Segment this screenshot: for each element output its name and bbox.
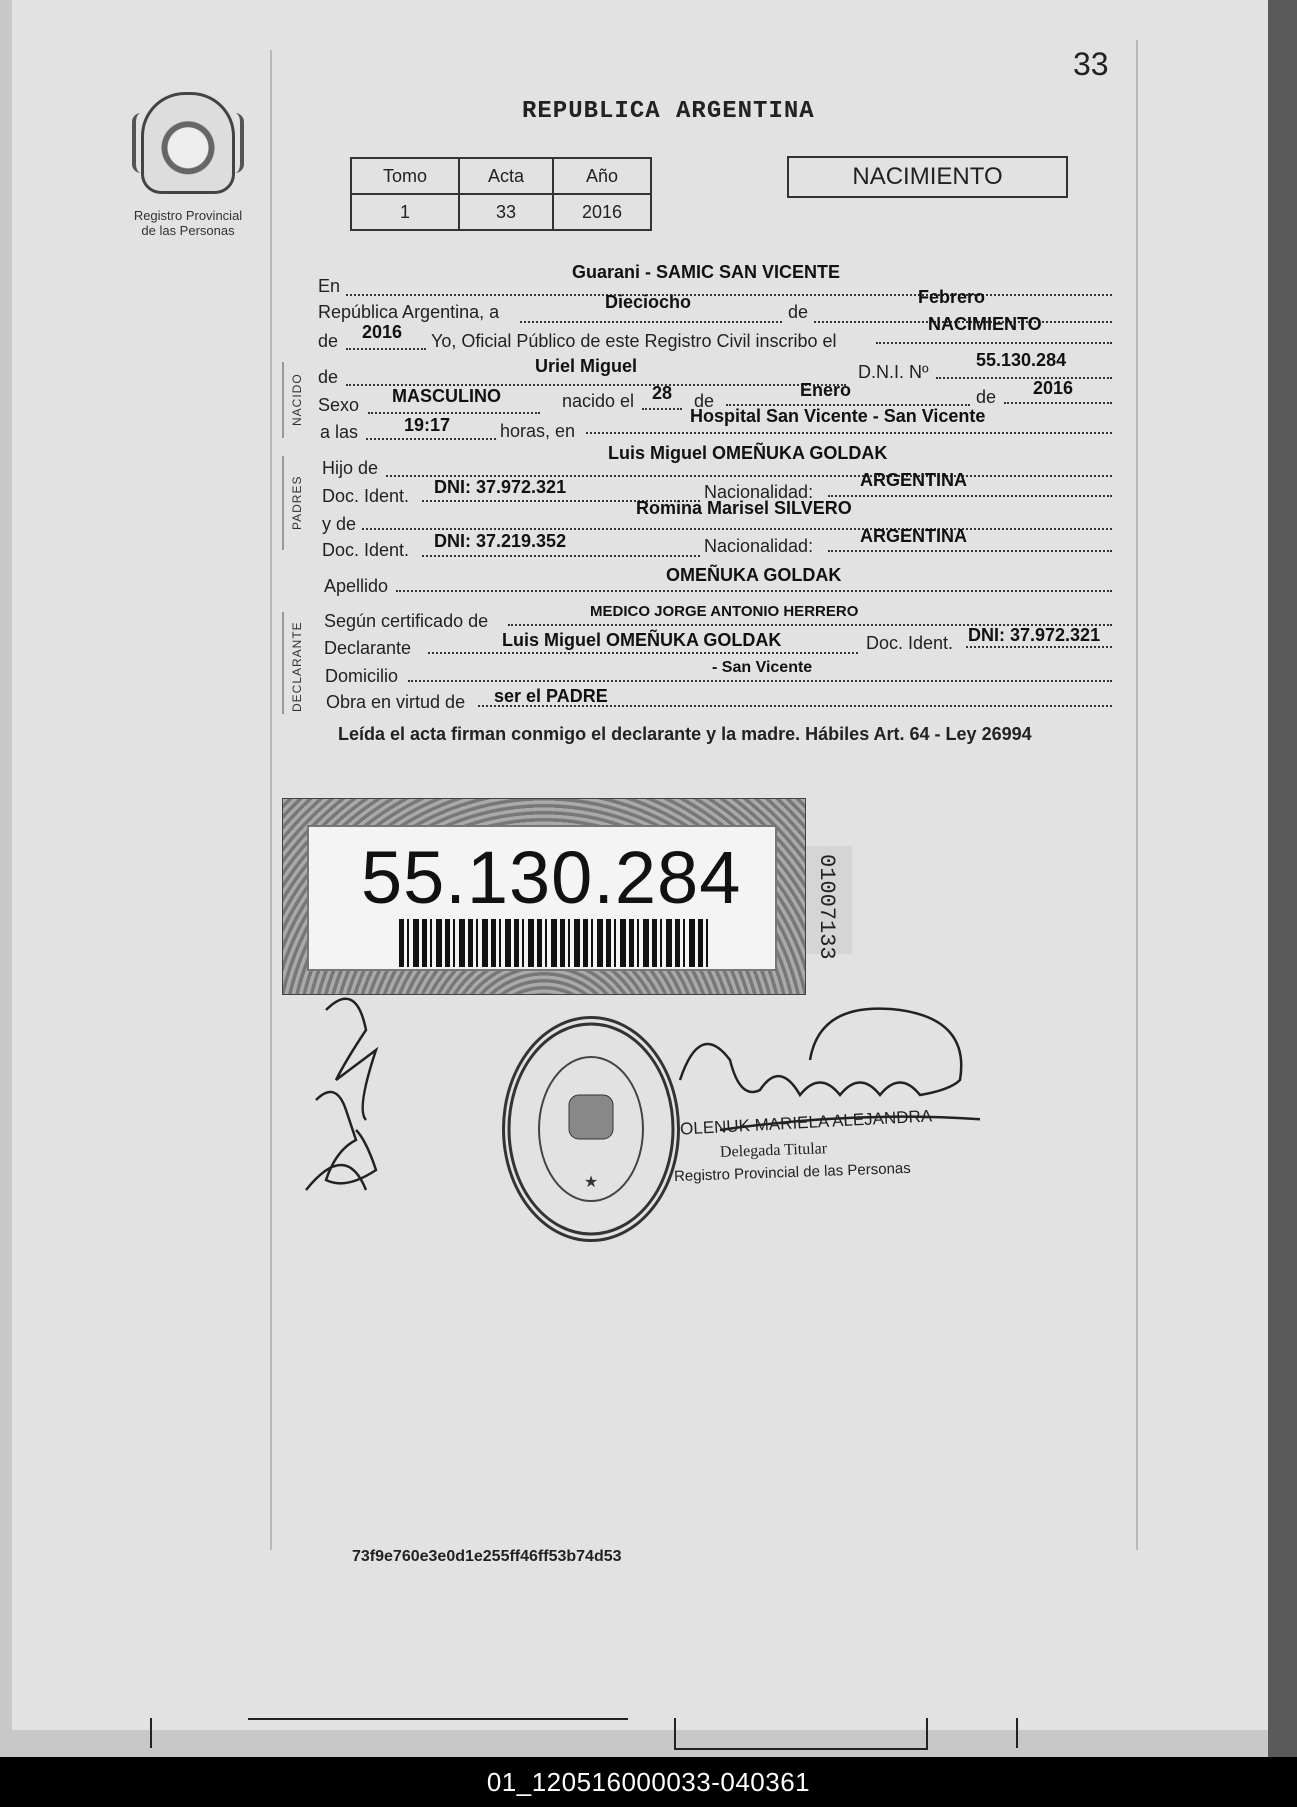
field-padre-nac: ARGENTINA xyxy=(860,470,967,490)
field-declarante-doc: DNI: 37.972.321 xyxy=(968,625,1101,645)
dni-sticker xyxy=(282,798,806,995)
field-madre-nac: ARGENTINA xyxy=(860,526,967,546)
field-declarante: Luis Miguel OMEÑUKA GOLDAK xyxy=(502,630,782,650)
sticker-side-code xyxy=(806,846,852,960)
dotted-line xyxy=(422,555,700,557)
field-dia-nac: 28 xyxy=(652,383,673,403)
dotted-line xyxy=(368,412,540,414)
side-label-padres: PADRES xyxy=(290,475,304,530)
field-padre-doc: DNI: 37.972.321 xyxy=(434,477,567,497)
svg-text:★: ★ xyxy=(583,1174,599,1191)
logo-caption-line2: de las Personas xyxy=(141,223,235,238)
field-hora: 19:17 xyxy=(404,415,451,435)
page-edge xyxy=(1268,0,1297,1757)
label-de-nombre: de xyxy=(318,367,339,387)
field-madre-doc: DNI: 37.219.352 xyxy=(434,531,567,551)
dotted-line xyxy=(396,590,1112,592)
label-sexo: Sexo xyxy=(318,395,360,415)
right-margin-line xyxy=(1136,40,1138,1550)
field-lugar-nac: Hospital San Vicente - San Vicente xyxy=(690,406,986,426)
label-de-mes: de xyxy=(788,302,809,322)
field-mes: Febrero xyxy=(918,287,986,307)
registry-table xyxy=(350,157,652,231)
field-dia: Dieciocho xyxy=(605,292,692,312)
official-org: Registro Provincial de las Personas xyxy=(673,1159,912,1186)
field-mes-nac: Enero xyxy=(800,380,852,400)
field-certificado: MEDICO JORGE ANTONIO HERRERO xyxy=(590,603,859,620)
dotted-line xyxy=(362,528,1112,530)
provincial-logo xyxy=(128,92,248,238)
field-sexo: MASCULINO xyxy=(392,386,501,406)
padres-bracket xyxy=(282,456,284,550)
logo-caption-line1: Registro Provincial xyxy=(133,208,243,223)
label-doc-ident: Doc. Ident. xyxy=(322,486,410,506)
official-role: Delegada Titular xyxy=(719,1140,828,1161)
field-lugar: Guarani - SAMIC SAN VICENTE xyxy=(572,262,841,282)
label-de-year: de xyxy=(318,331,339,351)
acta-value: 33 xyxy=(459,194,553,230)
logo-caption xyxy=(128,208,248,238)
dotted-line xyxy=(966,646,1112,648)
dotted-line xyxy=(936,377,1112,379)
anio-value: 2016 xyxy=(553,194,651,230)
side-label-declarante: DECLARANTE xyxy=(290,621,304,712)
sticker-label xyxy=(307,825,777,971)
label-obra: Obra en virtud de xyxy=(326,692,466,712)
official-name: OLENUK MARIELA ALEJANDRA xyxy=(679,1106,933,1139)
dotted-line xyxy=(520,321,782,323)
side-code-text: 01007133 xyxy=(814,854,839,960)
side-label-nacido: NACIDO xyxy=(290,373,304,426)
field-madre: Romina Marisel SILVERO xyxy=(636,498,852,518)
label-y-de: y de xyxy=(322,514,357,534)
record-type: NACIMIENTO xyxy=(787,156,1068,198)
declarante-bracket xyxy=(282,612,284,714)
sticker-number: 55.130.284 xyxy=(361,836,742,919)
dotted-line xyxy=(586,432,1112,434)
label-declarante: Declarante xyxy=(324,638,412,658)
barcode-icon xyxy=(399,919,709,967)
next-page-box xyxy=(674,1718,928,1750)
coat-of-arms-icon xyxy=(141,92,235,194)
scan-filename: 01_120516000033-040361 xyxy=(0,1757,1297,1807)
dotted-line xyxy=(428,652,858,654)
field-nombre: Uriel Miguel xyxy=(535,356,638,376)
document-title: REPUBLICA ARGENTINA xyxy=(522,98,815,125)
label-segun: Según certificado de xyxy=(324,611,489,631)
col-tomo: Tomo xyxy=(351,158,459,194)
dotted-line xyxy=(1004,402,1112,404)
field-anio-nac: 2016 xyxy=(1033,378,1074,398)
dotted-line xyxy=(876,342,1112,344)
nacido-bracket xyxy=(282,362,284,438)
official-stamp xyxy=(502,1016,680,1242)
next-page-marker xyxy=(1016,1718,1018,1748)
label-apellido: Apellido xyxy=(324,576,389,596)
field-obra: ser el PADRE xyxy=(494,686,608,706)
col-acta: Acta xyxy=(459,158,553,194)
label-de-mes-nac: de xyxy=(694,391,715,411)
page-number: 33 xyxy=(1073,46,1109,82)
dotted-line xyxy=(642,408,682,410)
dotted-line xyxy=(366,438,496,440)
label-domicilio: Domicilio xyxy=(325,666,399,686)
field-tipo: NACIMIENTO xyxy=(928,314,1042,334)
closing-text: Leída el acta firman conmigo el declarante y la madre. Hábiles Art. 64 - Ley 26994 xyxy=(338,724,1032,744)
tomo-value: 1 xyxy=(351,194,459,230)
label-dni: D.N.I. Nº xyxy=(858,362,929,382)
label-nacido-el: nacido el xyxy=(562,391,635,411)
field-domicilio: - San Vicente xyxy=(712,659,813,676)
dotted-line xyxy=(828,550,1112,552)
dotted-line xyxy=(346,294,1112,296)
label-inscribo: Yo, Oficial Público de este Registro Civil inscribo el xyxy=(431,331,837,351)
label-horas-en: horas, en xyxy=(500,421,576,441)
col-anio: Año xyxy=(553,158,651,194)
label-nacionalidad-madre: Nacionalidad: xyxy=(704,536,814,556)
label-hijo-de: Hijo de xyxy=(322,458,379,478)
next-page-line xyxy=(248,1718,628,1750)
label-republica: República Argentina, a xyxy=(318,302,500,322)
dotted-line xyxy=(408,680,1112,682)
label-de-anio-nac: de xyxy=(976,387,997,407)
next-page-edge xyxy=(150,1718,222,1748)
label-doc-ident-declarante: Doc. Ident. xyxy=(866,633,954,653)
label-a-las: a las xyxy=(320,422,359,442)
field-padre: Luis Miguel OMEÑUKA GOLDAK xyxy=(608,443,888,463)
field-apellido: OMEÑUKA GOLDAK xyxy=(666,565,842,585)
label-doc-ident-madre: Doc. Ident. xyxy=(322,540,410,560)
label-en: En xyxy=(318,276,341,296)
dotted-line xyxy=(346,348,426,350)
stamp-seal-icon xyxy=(505,1019,677,1239)
label-nacionalidad: Nacionalidad: xyxy=(704,482,814,502)
declarant-signature xyxy=(296,990,416,1210)
field-dni: 55.130.284 xyxy=(976,350,1067,370)
left-margin-line xyxy=(270,50,272,1550)
dotted-line xyxy=(828,495,1112,497)
field-anio: 2016 xyxy=(362,322,403,342)
document-hash: 73f9e760e3e0d1e255ff46ff53b74d53 xyxy=(352,1548,622,1565)
